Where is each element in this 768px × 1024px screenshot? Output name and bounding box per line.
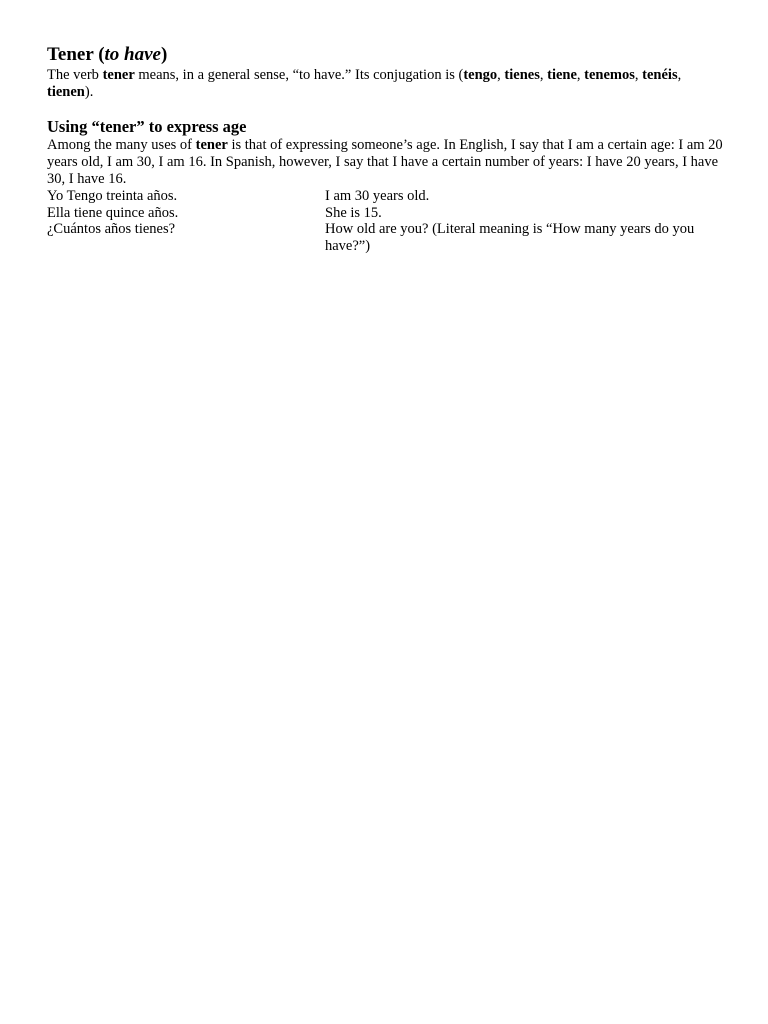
conj-sep: , — [497, 67, 505, 83]
intro-text-2: means, in a general sense, “to have.” Its conjugation is ( — [134, 67, 464, 83]
example-spanish: ¿Cuántos años tienes? — [47, 221, 176, 237]
example-english: How old are you? (Literal meaning is “How many years do you have?”) — [325, 221, 695, 254]
age-text-1: Among the many uses of — [47, 137, 196, 153]
example-row — [47, 221, 725, 254]
conj-tienes: tienes — [504, 67, 540, 83]
heading-tener — [47, 43, 727, 67]
example-spanish: Ella tiene quince años. — [47, 204, 179, 221]
conj-teneis: tenéis — [642, 67, 678, 83]
heading-word: Tener — [47, 44, 94, 65]
intro-bold-tener: tener — [102, 67, 135, 83]
conj-sep: , — [677, 67, 682, 83]
heading-paren-close: ) — [161, 44, 168, 65]
document-page — [47, 43, 727, 254]
intro-paragraph — [47, 67, 727, 101]
conj-tiene: tiene — [547, 67, 577, 83]
heading-express-age: Using “tener” to express age — [47, 117, 247, 136]
heading-translation: to have — [104, 44, 161, 65]
intro-text-1: The verb — [47, 67, 103, 83]
age-bold-tener: tener — [195, 137, 228, 153]
conj-tienen: tienen — [47, 84, 85, 100]
example-english: She is 15. — [325, 204, 382, 221]
example-english: I am 30 years old. — [325, 188, 430, 204]
example-row — [47, 188, 725, 205]
intro-end: ). — [84, 84, 94, 100]
conj-tenemos: tenemos — [584, 67, 635, 83]
conj-sep: , — [634, 67, 643, 83]
conj-sep: , — [539, 67, 548, 83]
age-text-2: is that of expressing someone’s age. In English, I say that I am a certain age: I am 20 years old, I am 30, I am 16. In Spanish, however, I say that I have a certain number of years: I have 20 years, I have 30, I have 16. — [47, 137, 723, 187]
conj-tengo: tengo — [463, 67, 498, 83]
examples-table — [47, 188, 725, 254]
example-spanish: Yo Tengo treinta años. — [47, 188, 178, 204]
conj-sep: , — [576, 67, 585, 83]
example-row — [47, 205, 725, 222]
age-paragraph — [47, 137, 727, 188]
heading-paren-open: ( — [93, 44, 105, 65]
